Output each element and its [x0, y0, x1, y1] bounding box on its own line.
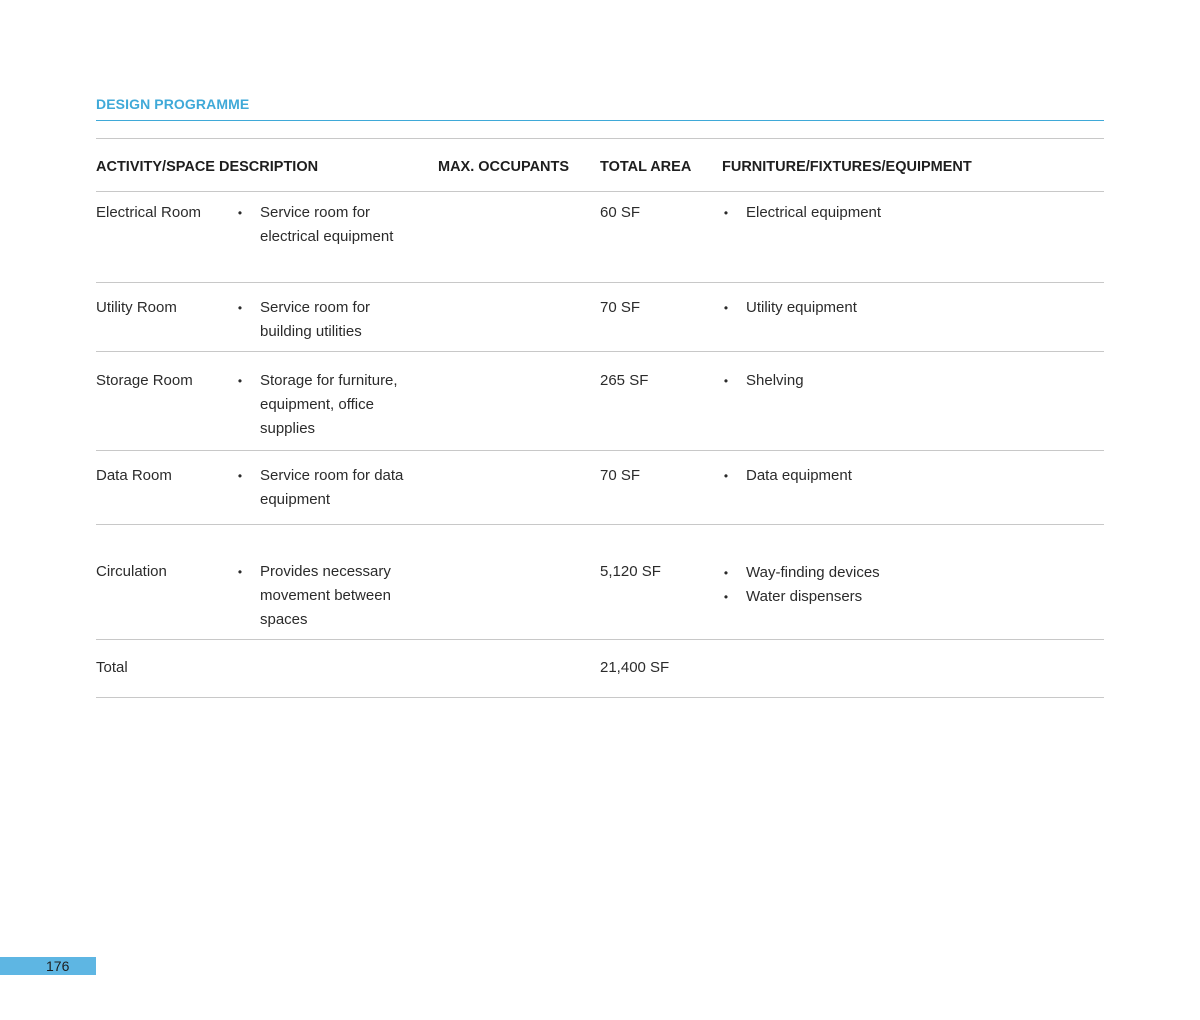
activity-cell: Circulation — [96, 563, 167, 580]
table-row — [96, 192, 1104, 283]
ffe-list — [722, 369, 1102, 393]
area-cell: 5,120 SF — [600, 563, 661, 580]
bullet-icon: • — [723, 374, 729, 388]
area-cell: 265 SF — [600, 372, 649, 389]
ffe-list — [722, 201, 1102, 225]
ffe-list — [722, 296, 1102, 320]
ffe-item: • Data equipment — [722, 464, 1102, 488]
design-programme-table — [96, 138, 1104, 698]
bullet-icon: • — [723, 566, 729, 580]
bullet-icon: • — [237, 374, 243, 388]
ffe-item: • Shelving — [722, 369, 1102, 393]
bullet-icon: • — [723, 301, 729, 315]
description-list — [236, 201, 416, 249]
bullet-icon: • — [237, 469, 243, 483]
table-row — [96, 283, 1104, 352]
description-list — [236, 369, 416, 441]
ffe-item: • Utility equipment — [722, 296, 1102, 320]
total-row — [96, 640, 1104, 698]
description-list — [236, 296, 416, 344]
bullet-icon: • — [237, 301, 243, 315]
header-ffe: FURNITURE/FIXTURES/EQUIPMENT — [722, 159, 972, 175]
description-item: • Service room for building utilities — [236, 296, 416, 344]
area-cell: 60 SF — [600, 204, 641, 221]
table-row — [96, 352, 1104, 451]
description-list — [236, 560, 416, 632]
description-item: • Service room for electrical equipment — [236, 201, 416, 249]
section-title-rule — [96, 120, 1104, 121]
description-item: • Provides necessary movement between spaces — [236, 560, 416, 632]
description-item: • Storage for furniture, equipment, office supplies — [236, 369, 416, 441]
ffe-item: • Electrical equipment — [722, 201, 1102, 225]
activity-cell: Electrical Room — [96, 204, 202, 221]
total-label: Total — [96, 659, 128, 676]
bullet-icon: • — [237, 565, 243, 579]
table-row — [96, 451, 1104, 525]
activity-cell: Utility Room — [96, 299, 177, 316]
ffe-item: • Water dispensers — [722, 585, 1102, 609]
description-item: • Service room for data equipment — [236, 464, 416, 512]
ffe-list — [722, 561, 1102, 609]
area-cell: 70 SF — [600, 299, 641, 316]
bullet-icon: • — [723, 206, 729, 220]
description-list — [236, 464, 416, 512]
header-total-area: TOTAL AREA — [600, 159, 692, 175]
ffe-list — [722, 464, 1102, 488]
bullet-icon: • — [723, 469, 729, 483]
ffe-item: • Way-finding devices — [722, 561, 1102, 585]
area-cell: 70 SF — [600, 467, 641, 484]
section-title: DESIGN PROGRAMME — [96, 96, 250, 112]
header-activity: ACTIVITY/SPACE DESCRIPTION — [96, 159, 319, 175]
bullet-icon: • — [723, 590, 729, 604]
page-number: 176 — [46, 958, 70, 974]
bullet-icon: • — [237, 206, 243, 220]
total-area: 21,400 SF — [600, 659, 670, 676]
activity-cell: Data Room — [96, 467, 172, 484]
table-row — [96, 525, 1104, 640]
activity-cell: Storage Room — [96, 372, 193, 389]
header-max-occupants: MAX. OCCUPANTS — [438, 159, 570, 175]
table-header-row — [96, 139, 1104, 192]
